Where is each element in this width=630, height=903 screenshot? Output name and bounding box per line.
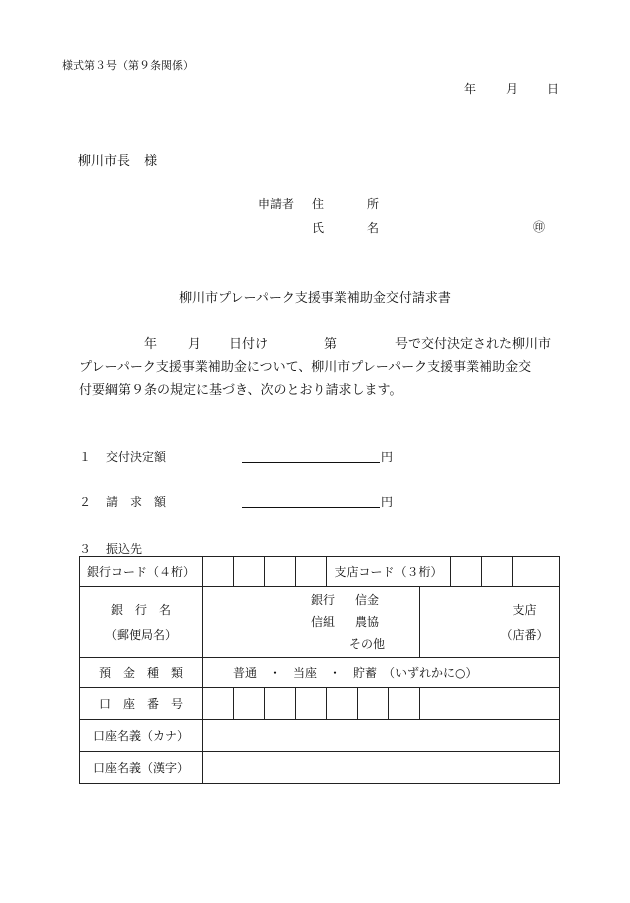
account-number-digit[interactable] [358,688,389,720]
addressee [78,150,157,169]
item-1-number: １ [79,450,92,464]
branch-cell[interactable] [420,587,560,658]
item-3-number: ３ [79,542,92,556]
document-title: 柳川市プレーパーク支援事業補助金交付請求書 [179,291,451,306]
holder-kanji-input[interactable] [203,752,560,784]
body-dated: 日付け [229,337,269,352]
form-number: 様式第３号（第９条関係） [62,59,194,72]
branch-code-digit[interactable] [451,557,482,587]
bank-name-label-cell [80,587,203,658]
body-month: 月 [188,337,202,352]
branch-label: 支店 [512,603,537,617]
address-label-1: 住 [312,197,325,211]
account-number-digit[interactable] [203,688,234,720]
account-type-label: 預 金 種 類 [80,658,203,688]
type-other: その他 [349,637,386,651]
branch-code-digit[interactable] [513,557,560,587]
item-3-label: 振込先 [106,542,143,556]
addressee-honorific: 様 [144,154,158,169]
holder-kana-input[interactable] [203,720,560,752]
bank-transfer-table [79,556,560,784]
account-type-options[interactable]: 普通 ・ 当座 ・ 貯蓄 （いずれかに○） [203,658,560,688]
name-label-1: 氏 [312,221,325,235]
item-1-label: 交付決定額 [106,450,167,464]
account-number-digit[interactable] [234,688,265,720]
item-2-unit: 円 [381,495,394,509]
branch-code-label: 支店コード（３桁） [327,557,451,587]
claim-amount-line[interactable] [242,507,380,508]
applicant-label: 申請者 [258,197,295,211]
bank-name-sub: （郵便局名） [104,628,177,642]
date-month: 月 [506,82,519,96]
branch-sub: （店番） [500,628,549,642]
account-number-digit[interactable] [389,688,420,720]
body-line3: 付要綱第９条の規定に基づき、次のとおり請求します。 [79,383,403,398]
bank-code-digit[interactable] [203,557,234,587]
account-number-blank [420,688,560,720]
account-number-digit[interactable] [296,688,327,720]
name-label-2: 名 [367,221,380,235]
type-nokyo: 農協 [355,615,380,629]
account-number-digit[interactable] [327,688,358,720]
bank-code-digit[interactable] [234,557,265,587]
account-number-digit[interactable] [265,688,296,720]
date-year: 年 [464,82,477,96]
type-bank: 銀行 [311,593,336,607]
seal-mark: ㊞ [533,220,546,234]
holder-kanji-label: 口座名義（漢字） [80,752,203,784]
address-label-2: 所 [367,197,380,211]
body-number-prefix: 第 [324,337,338,352]
date-day: 日 [547,82,560,96]
item-2-number: ２ [79,495,92,509]
bank-name-cell[interactable] [203,587,420,658]
account-number-label: 口 座 番 号 [80,688,203,720]
grant-amount-line[interactable] [242,462,380,463]
item-2-label: 請 求 額 [106,495,167,509]
type-shinkumi: 信組 [311,615,336,629]
body-line2: プレーパーク支援事業補助金について、柳川市プレーパーク支援事業補助金交 [79,360,532,375]
type-shinkin: 信金 [355,593,380,607]
holder-kana-label: 口座名義（カナ） [80,720,203,752]
body-year: 年 [144,337,158,352]
bank-name-label: 銀 行 名 [110,603,171,617]
bank-code-digit[interactable] [296,557,327,587]
body-line1-rest: 号で交付決定された柳川市 [395,337,552,352]
bank-code-digit[interactable] [265,557,296,587]
item-1-unit: 円 [381,450,394,464]
branch-code-digit[interactable] [482,557,513,587]
addressee-name: 柳川市長 [78,154,131,169]
bank-code-label: 銀行コード（４桁） [80,557,203,587]
